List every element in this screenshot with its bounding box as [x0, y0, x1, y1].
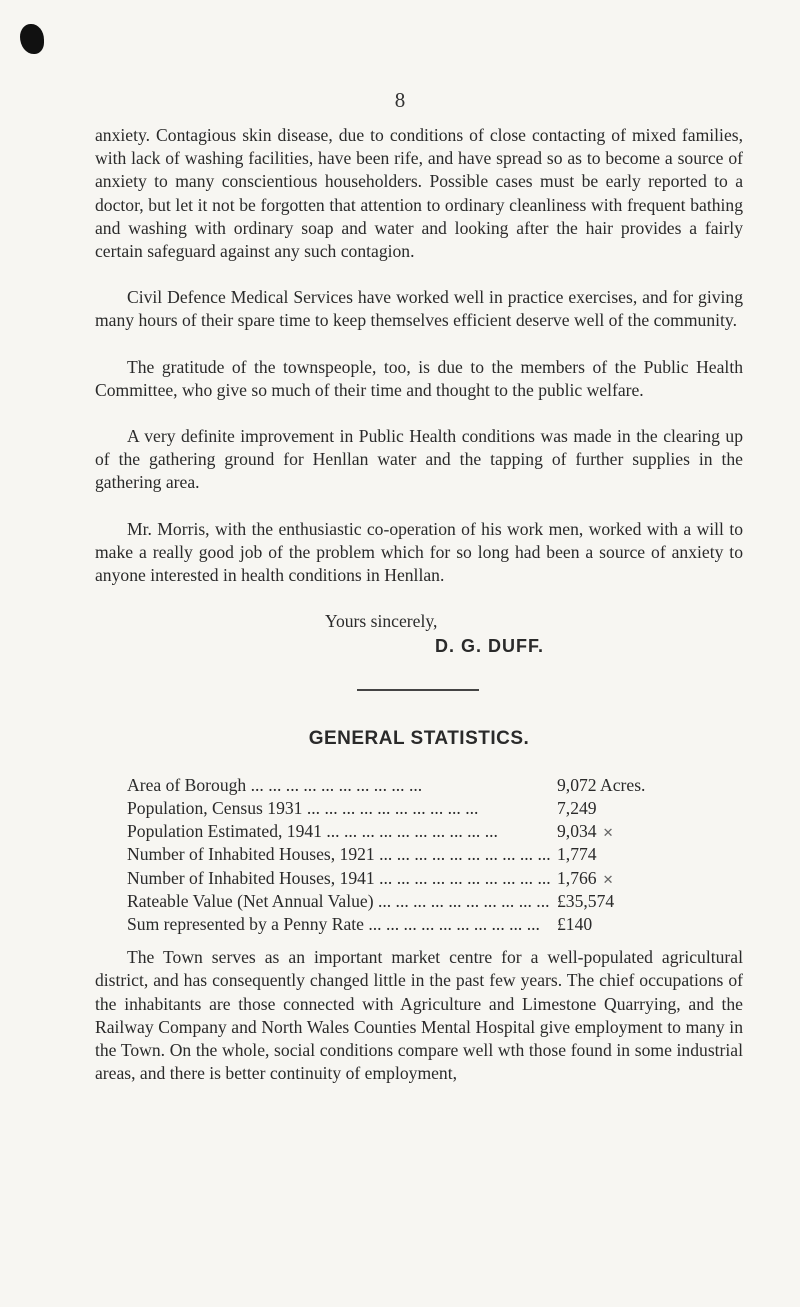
- paragraph-gratitude: The gratitude of the townspeople, too, is due to the members of the Public Health Committee, who give so much of their time and thought to the public welfare.: [95, 356, 743, 400]
- stat-label: Population Estimated, 1941 ... .: [127, 820, 557, 843]
- stat-row: [127, 797, 697, 820]
- stat-row: [127, 890, 697, 913]
- stat-value: £140: [557, 913, 593, 934]
- stat-label: Population, Census 1931 ... .: [127, 797, 557, 820]
- page-number: 8: [394, 88, 406, 112]
- stat-value: 9,072 Acres.: [557, 774, 646, 795]
- sign-off: [325, 610, 743, 658]
- paragraph-mr-morris: Mr. Morris, with the enthusiastic co-operation of his work men, worked with a will to make a really good job of the problem which for so long had been a source of anxiety to anyone interested in health conditions in Henllan.: [95, 518, 743, 586]
- stat-row: [127, 843, 697, 866]
- stat-value: 9,034 ✕: [557, 820, 697, 843]
- stat-value: 1,774: [557, 844, 597, 865]
- paragraph-improvement: A very definite improvement in Public Health conditions was made in the clearing up of the gathering ground for Henllan water and the tapping of further supplies in the gathering area.: [95, 426, 743, 493]
- stat-value: 1,766 ✕: [557, 867, 697, 890]
- stat-label: Sum represented by a Penny Rate ... .: [127, 913, 557, 936]
- closing-salutation: Yours sincerely,: [325, 611, 438, 632]
- handwritten-mark-icon: ✕: [602, 826, 614, 842]
- stat-row: [127, 913, 697, 936]
- stat-value: 7,249: [557, 798, 597, 819]
- stat-row: [127, 774, 697, 797]
- statistics-heading: GENERAL STATISTICS.: [308, 727, 530, 749]
- stat-row: [127, 867, 697, 890]
- divider-rule: [357, 689, 479, 691]
- ink-blot: [20, 24, 44, 54]
- handwritten-mark-icon: ✕: [602, 872, 614, 888]
- stat-label: Area of Borough ... .: [127, 774, 557, 797]
- stat-row: [127, 820, 697, 843]
- stat-label: Number of Inhabited Houses, 1941 ... .: [127, 867, 557, 890]
- letter-body: [95, 124, 743, 1085]
- signature: D. G. DUFF.: [435, 636, 544, 657]
- paragraph-civil-defence: Civil Defence Medical Services have worked well in practice exercises, and for giving many hours of their spare time to keep themselves efficient deserve well of the community.: [95, 287, 743, 331]
- paragraph-town: The Town serves as an important market centre for a well-populated agricultural district, and has consequently changed little in the past few years. The chief occupations of the inhabitants are those connected with Agriculture and Limestone Quarrying, and the Railway Company and North Wales Counties Mental Hospital give employment to many in the Town. On the whole, social conditions compare well wth those found in some industrial areas, and there is better continuity of employment,: [95, 947, 743, 1084]
- paragraph-contagion: anxiety. Contagious skin disease, due to conditions of close contacting of mixed families, with lack of washing facilities, have been rife, and have spread so as to become a source of anxiety to many conscientious householders. Possible cases must be early reported to a doctor, but let it not be forgotten that attention to ordinary cleanliness with frequent bathing and washing with ordinary soap and water and looking after the hair provides a fairly certain safeguard against any such contagion.: [95, 125, 743, 262]
- stat-label: Number of Inhabited Houses, 1921 ... .: [127, 843, 557, 866]
- stat-value: £35,574: [557, 890, 615, 911]
- stat-label: Rateable Value (Net Annual Value) ... .: [127, 890, 557, 913]
- statistics-table: [127, 774, 697, 936]
